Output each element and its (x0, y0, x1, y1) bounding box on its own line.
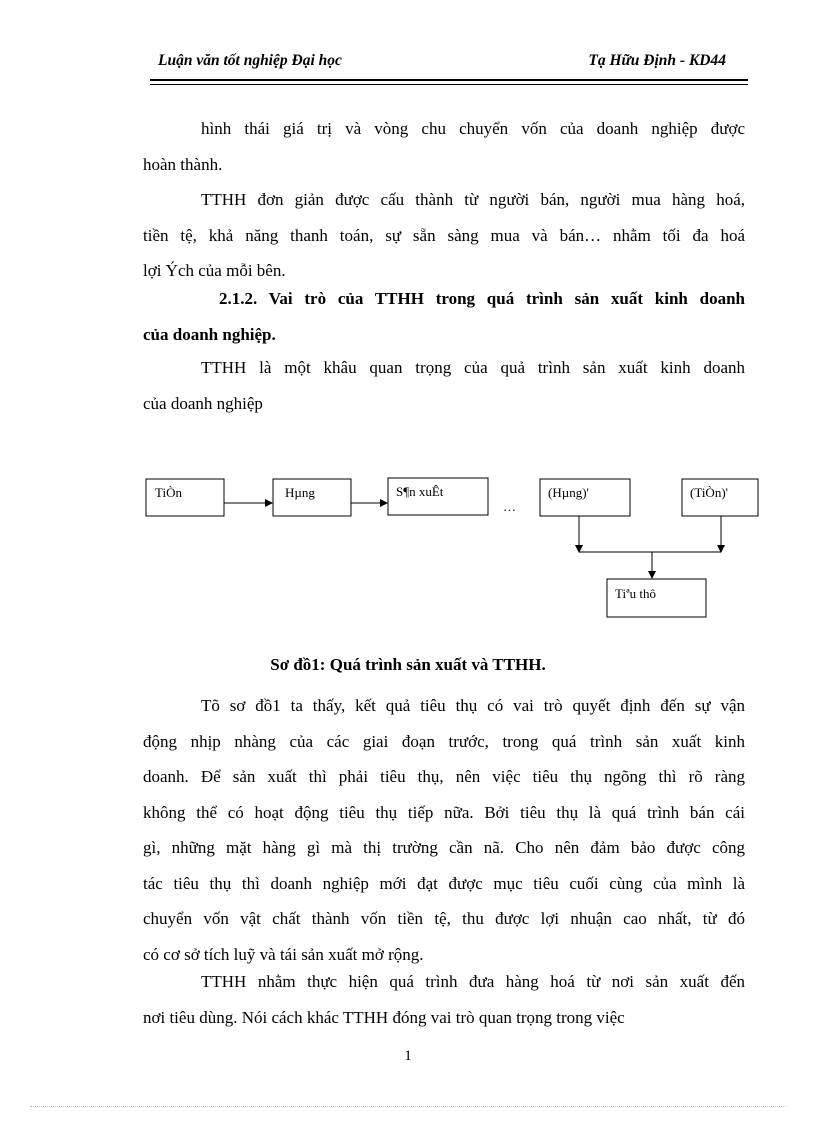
text-line: chuyển vốn vật chất thành vốn tiền tệ, thu được lợi nhuận cao nhất, từ đó (143, 909, 745, 928)
text-line: gì, những mặt hàng gì mà thị trường cần nã. Cho nên đảm bảo được công (143, 838, 745, 857)
heading-line: 2.1.2. Vai trò của TTHH trong quá trình sản xuất kinh doanh (219, 289, 745, 308)
text-line: tiền tệ, khả năng thanh toán, sự sẵn sàng mua và bán… nhằm tối đa hoá (143, 225, 745, 245)
text-line: doanh. Để sản xuất thì phải tiêu thụ, nên việc tiêu thụ ngõng thì rõ ràng (143, 767, 745, 786)
text-line: có cơ sở tích luỹ và tái sản xuất mở rộng. (143, 944, 424, 964)
box-label-goods: Hµng (285, 485, 315, 500)
box-label-consumption: Tiªu thô (615, 586, 657, 601)
text-line: lợi Ých của mỗi bên. (143, 261, 286, 280)
page-number: 1 (404, 1048, 412, 1064)
paragraph-role-summary (143, 964, 745, 1035)
box-label-goods-prime: (Hµng)' (548, 485, 589, 500)
header-thesis-title: Luận văn tốt nghiệp Đại học (158, 52, 342, 69)
text-line: nơi tiêu dùng. Nói cách khác TTHH đóng vai trò quan trọng trong việc (143, 1007, 625, 1027)
text-line: của doanh nghiệp (143, 393, 263, 413)
header-author: Tạ Hữu Định - KD44 (588, 52, 726, 69)
page-bottom-border (30, 1106, 786, 1107)
text-line: không thể có hoạt động tiêu thụ tiếp nữa. Bởi tiêu thụ là quá trình bán cái (143, 802, 745, 822)
text-line: hình thái giá trị và vòng chu chuyển vốn của doanh nghiệp được (201, 119, 745, 138)
text-line: TTHH nhằm thực hiện quá trình đưa hàng hoá từ nơi sản xuất đến (201, 972, 745, 991)
text-line: hoàn thành. (143, 154, 223, 174)
box-label-money-prime: (TiÒn)' (690, 485, 728, 500)
text-line: TTHH đơn giản được cấu thành từ người bán, người mua hàng hoá, (201, 190, 745, 209)
text-line: tác tiêu thụ thì doanh nghiệp mới đạt được mục tiêu cuối cùng của mình là (143, 873, 745, 893)
box-label-money: TiÒn (155, 485, 182, 500)
text-line: động nhịp nhàng của các giai đoạn trước, trong quá trình sản xuất kinh (143, 731, 745, 751)
text-line: TTHH là một khâu quan trọng của quả trình sản xuất kinh doanh (201, 358, 745, 377)
heading-line: của doanh nghiệp. (143, 324, 276, 344)
box-label-production: S¶n xuÊt (396, 484, 444, 499)
diagram-ellipsis: … (503, 499, 516, 514)
paragraph-analysis (143, 688, 745, 972)
text-line: Tõ sơ đồ1 ta thấy, kết quả tiêu thụ có vai trò quyết định đến sự vận (201, 696, 745, 715)
diagram-caption: Sơ đồ1: Quá trình sản xuất và TTHH. (270, 655, 546, 674)
